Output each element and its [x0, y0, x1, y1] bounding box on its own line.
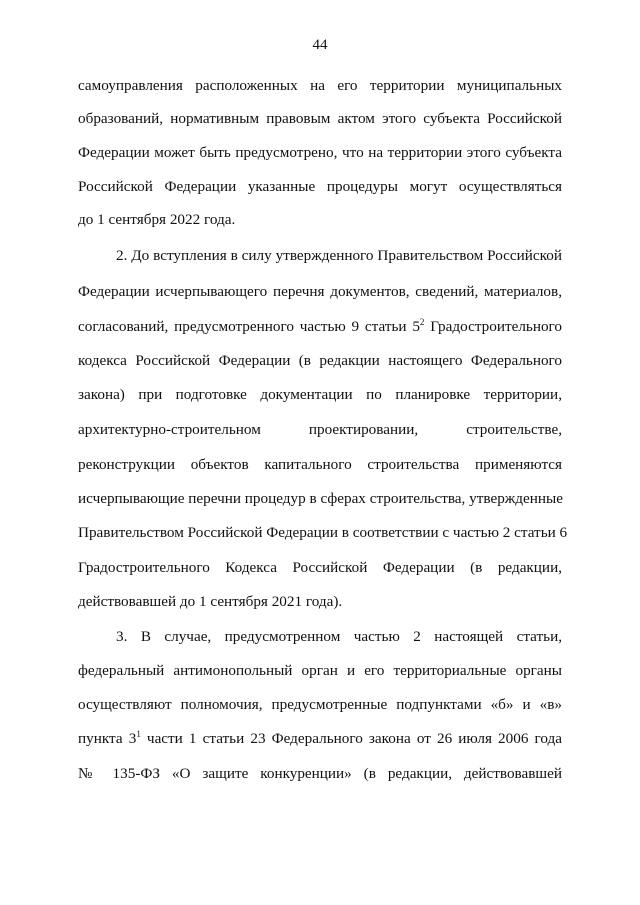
text-line: до 1 сентября 2022 года.: [78, 211, 236, 228]
superscript: 1: [136, 729, 141, 739]
text-line: № 135-ФЗ «О защите конкуренции» (в редакции, действовавшей: [78, 765, 562, 782]
text-line: Федерации исчерпывающего перечня документов, сведений, материалов,: [78, 283, 562, 300]
paragraph-3-first-line: 3. В случае, предусмотренном частью 2 настоящей статьи,: [116, 628, 562, 645]
superscript: 2: [419, 317, 425, 327]
text-segment: пункта 3: [78, 730, 137, 747]
text-line-with-superscript: [78, 728, 562, 750]
text-line: самоуправления расположенных на его территории муниципальных: [78, 77, 562, 94]
text-line: архитектурно-строительном проектировании, строительстве,: [78, 421, 562, 438]
text-line: исчерпывающие перечни процедур в сферах строительства, утвержденные: [78, 490, 563, 507]
text-line: Российской Федерации указанные процедуры могут осуществляться: [78, 178, 562, 195]
text-line: кодекса Российской Федерации (в редакции настоящего Федерального: [78, 352, 562, 369]
text-segment: части 1 статьи 23 Федерального закона от 26 июля 2006 года: [140, 730, 563, 747]
text-line: осуществляют полномочия, предусмотренные подпунктами «б» и «в»: [78, 696, 562, 713]
text-segment: согласований, предусмотренного частью 9 статьи 5: [78, 318, 420, 335]
text-segment: Градостроительного: [424, 318, 563, 335]
text-line: закона) при подготовке документации по планировке территории,: [78, 386, 562, 403]
text-line: действовавшей до 1 сентября 2021 года).: [78, 593, 343, 610]
text-line: образований, нормативным правовым актом этого субъекта Российской: [78, 110, 562, 127]
text-line: Градостроительного Кодекса Российской Федерации (в редакции,: [78, 559, 562, 576]
text-line: Правительством Российской Федерации в соответствии с частью 2 статьи 6: [78, 524, 568, 541]
text-line: реконструкции объектов капитального строительства применяются: [78, 456, 562, 473]
text-line: Федерации может быть предусмотрено, что на территории этого субъекта: [78, 144, 562, 161]
text-line-with-superscript: [78, 316, 562, 338]
page-number: 44: [312, 37, 328, 53]
paragraph-2-first-line: 2. До вступления в силу утвержденного Правительством Российской: [116, 247, 562, 264]
text-line: федеральный антимонопольный орган и его территориальные органы: [78, 662, 562, 679]
